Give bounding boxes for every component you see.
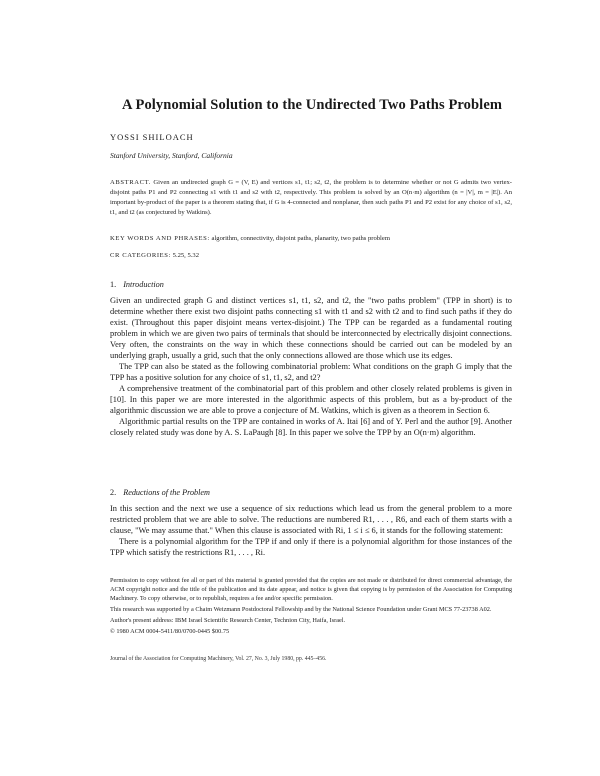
abstract (110, 178, 512, 218)
paragraph: There is a polynomial algorithm for the TPP if and only if there is a polynomial algorithm for those instances of the TPP which satisfy the restrictions R1, . . . , Ri. (110, 537, 512, 557)
abstract-text: Given an undirected graph G = (V, E) and vertices s1, t1; s2, t2, the problem is to determine whether or not G admits two vertex-disjoint paths P1 and P2 connecting s1 with t1 and s2 with t2, respectively. This problem is solved by an O(n·m) algorithm (n = |V|, m = |E|). An important by-product of the paper is a theorem stating that, if G is 4-connected and nonplanar, then such paths P1 and P2 exist for any choice of s1, s2, t1, and t2 (as conjectured by Watkins). (110, 179, 512, 216)
categories-label: CR CATEGORIES: (110, 252, 171, 259)
keywords-label: KEY WORDS AND PHRASES: (110, 235, 210, 242)
journal-citation: Journal of the Association for Computing Machinery, Vol. 27, No. 3, July 1980, pp. 445–456. (110, 656, 327, 662)
paragraph: A comprehensive treatment of the combinatorial part of this problem and other closely related problems is given in [10]. In this paper we are more interested in the algorithmic aspects of this problem, but as a by-product of the algorithmic discussion we are able to prove a conjecture of M. Watkins, which is given as a theorem in Section 6. (110, 384, 512, 415)
section-body-introduction (110, 295, 512, 438)
footnote-funding: This research was supported by a Chaim Weizmann Postdoctoral Fellowship and by the National Science Foundation under Grant MCS 77-23738 A02. (110, 606, 492, 614)
footnote-address: Author's present address: IBM Israel Scientific Research Center, Technion City, Haifa, Israel. (110, 616, 346, 624)
section-title: Introduction (123, 280, 164, 289)
footnote-permission: Permission to copy without fee all or part of this material is granted provided that the copies are not made or distributed for direct commercial advantage, the ACM copyright notice and the title of the publication and its date appear, and notice is given that copying is by permission of the Association for Computing Machinery. To copy otherwise, or to republish, requires a fee and/or specific permission. (110, 577, 512, 603)
paragraph: The TPP can also be stated as the following combinatorial problem: What conditions on the graph G imply that the TPP has a positive solution for any choice of s1, t1, s2, and t2? (110, 362, 512, 382)
section-heading-reductions (110, 488, 210, 497)
section-title: Reductions of the Problem (123, 488, 210, 497)
paper-title: A Polynomial Solution to the Undirected Two Paths Problem (122, 97, 503, 113)
paragraph: Given an undirected graph G and distinct vertices s1, t1, s2, and t2, the "two paths problem" (TPP in short) is to determine whether there exist two disjoint paths connecting s1 with t1 and s2 with t2 and to find such paths if they do exist. (Throughout this paper disjoint means vertex-disjoint.) The TPP can be regarded as a fundamental routing problem in which we are given two pairs of terminals that should be interconnected by electrically disjoint connections. Very often, the constraints on the way in which these connections should be carried out can be modeled by an underlying graph, usually a grid, such that the only connections allowed are those which use its edges. (110, 296, 512, 360)
author-name: YOSSI SHILOACH (110, 132, 194, 142)
paragraph: Algorithmic partial results on the TPP are contained in works of A. Itai [6] and of Y. Perl and the author [9]. Another closely related study was done by A. S. LaPaugh [8]. In this paper we solve the TPP by an O(n·m) algorithm. (110, 417, 512, 437)
author-affiliation: Stanford University, Stanford, California (110, 151, 233, 160)
keywords (110, 235, 512, 242)
section-number: 1. (110, 280, 117, 289)
keywords-text: algorithm, connectivity, disjoint paths, planarity, two paths problem (211, 235, 390, 242)
paragraph: In this section and the next we use a sequence of six reductions which lead us from the general problem to a more restricted problem that we are able to solve. The reductions are numbered R1, . . . , R6, and each of them starts with a clause, "We may assume that." When this clause is associated with Ri, 1 ≤ i ≤ 6, it stands for the following statement: (110, 504, 512, 535)
footnotes (110, 576, 512, 637)
abstract-label: ABSTRACT. (110, 179, 151, 186)
section-body-reductions (110, 503, 512, 558)
section-heading-introduction (110, 280, 164, 289)
cr-categories (110, 252, 199, 259)
section-number: 2. (110, 488, 117, 497)
footnote-copyright: © 1980 ACM 0004-5411/80/0700-0445 $00.75 (110, 627, 230, 635)
categories-text: 5.25, 5.32 (172, 252, 200, 259)
